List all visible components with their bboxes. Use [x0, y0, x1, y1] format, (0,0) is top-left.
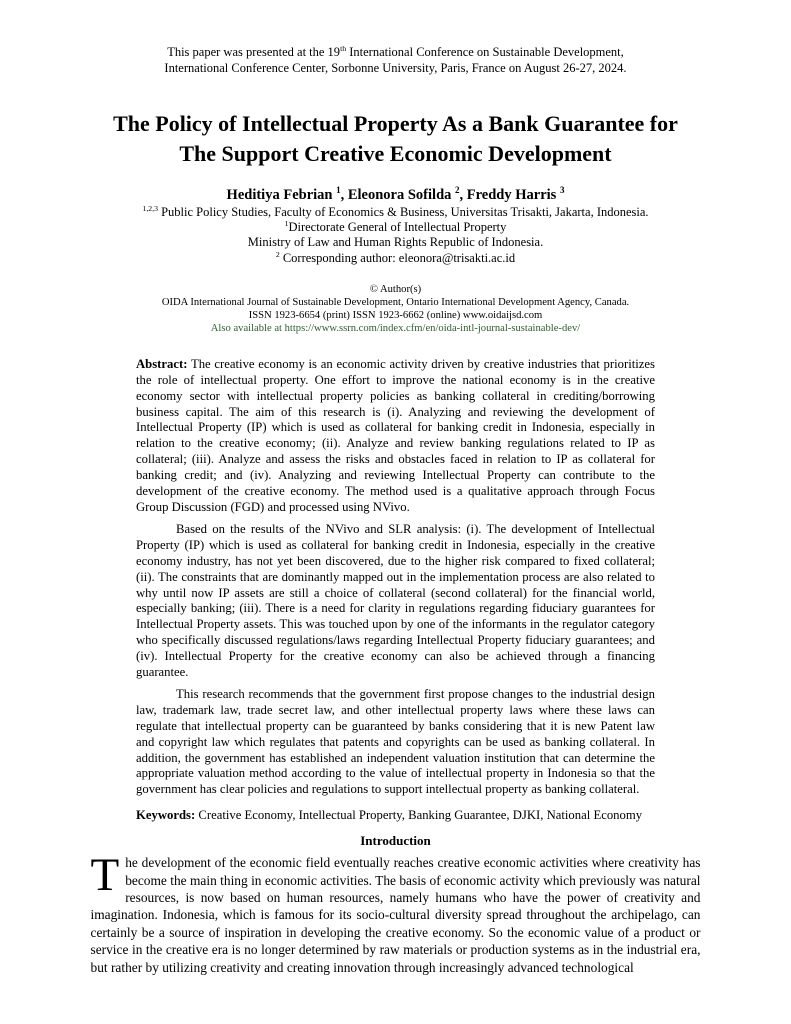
- journal-line: OIDA International Journal of Sustainable Development, Ontario International Development Agency, Canada.: [161, 296, 630, 308]
- keywords-text: Creative Economy, Intellectual Property, Banking Guarantee, DJKI, National Economy: [195, 808, 643, 823]
- keywords-label: Keywords:: [136, 808, 196, 823]
- corresponding-author-text: Corresponding author: eleonora@trisakti.ac.id: [279, 250, 516, 265]
- paper-title: [0, 109, 791, 169]
- introduction-text: he development of the economic field eventually reaches creative economic activities where creativity has become the main thing in economic activities. The basis of economic activity which previously was natural resources, is now based on human resources, namely humans who have the power of creativity and imagination. Indonesia, which is famous for its socio-cultural diversity spread throughout the archipelago, can certainly be a source of inspiration in developing the creative economy. So the economic value of a product or service in the creative era is no longer determined by raw materials or production systems as in the industrial era, but rather by utilizing creativity and creating innovation through increasingly advanced technological: [90, 855, 701, 975]
- affiliation-line: [0, 251, 791, 266]
- affiliation-line: [0, 220, 791, 235]
- conference-note: [0, 44, 791, 76]
- author-affiliation-superscript: 2: [455, 185, 460, 196]
- affiliation-text: Ministry of Law and Human Rights Republic of Indonesia.: [247, 235, 544, 250]
- author-name: , Eleonora Sofilda: [340, 187, 456, 203]
- affiliations-block: [0, 205, 791, 266]
- abstract-paragraph-2: Based on the results of the NVivo and SLR analysis: (i). The development of Intellectual Property (IP) which is used as collateral for banking credit in Indonesia, especially in the creative economy industry, has not yet been discovered, due to the higher risk compared to fixed collateral; (ii). The constraints that are dominantly mapped out in the implementation process are also related to why until now IP assets are still a choice of collateral (second collateral) for the financial world, especially banking; (iii). There is a need for clarity in regulations regarding fiduciary guarantees for Intellectual Property assets. This was touched upon by one of the informants in the regulator category who specifically discussed regulations/laws regarding Intellectual Property fiduciary guarantees; and (iv). Intellectual Property for the creative economy can also be achieved through a financing guarantee.: [136, 521, 655, 680]
- ordinal-superscript: th: [340, 43, 347, 53]
- affiliation-superscript: 1: [284, 219, 289, 229]
- conference-note-line1-suffix: International Conference on Sustainable Development,: [346, 45, 624, 59]
- author-name: Heditiya Febrian: [226, 187, 337, 203]
- abstract-paragraph-1: [136, 357, 655, 516]
- authors-line: [0, 186, 791, 204]
- abstract-section: [136, 357, 655, 824]
- abstract-paragraph-3: This research recommends that the government first propose changes to the industrial design law, trademark law, trade secret law, and other intellectual property laws where these laws can regulate that intellectual property can be guaranteed by banks considering that it is new Patent law and copyright law which regulates that patents and copyrights can be used as banking collateral. In addition, the government has established an independent valuation institution that can determine the appropriate valuation method according to the value of intellectual property in Indonesia so that the government has clear policies and regulations to support intellectual property as banking collateral.: [136, 686, 655, 797]
- copyright-authors-line: © Author(s): [369, 283, 422, 295]
- dropcap-letter: T: [90, 849, 120, 902]
- affiliation-line: [0, 205, 791, 220]
- author-affiliation-superscript: 3: [559, 185, 565, 196]
- affiliation-superscript: 1,2,3: [142, 203, 158, 213]
- abstract-paragraph-1-text: The creative economy is an economic activity driven by creative industries that prioritizes the role of intellectual property. One effort to improve the national economy is in the creative economy sector with intellectual property policies as banking collateral in crediting/borrowing business capital. The aim of this research is (i). Analyzing and reviewing the development of Intellectual Property (IP) which is used as collateral for banking credit in Indonesia, especially in relation to the creative economy; (ii). Analyze and review banking regulations related to IP as collateral; (iii). Analyze and assess the risks and obstacles faced in relation to IP as collateral for banking credit; and (iv). Analyzing and reviewing Intellectual Property can contribute to the development of the creative economy. The method used is a qualitative approach through Focus Group Discussion (FGD) and processed using NVivo.: [136, 356, 655, 514]
- conference-note-line1-prefix: This paper was presented at the 19: [167, 45, 341, 59]
- paper-title-line2: The Support Creative Economic Development: [179, 141, 612, 166]
- affiliation-superscript: 2: [275, 249, 280, 259]
- affiliation-line: [0, 235, 791, 250]
- ssrn-availability-link[interactable]: Also available at https://www.ssrn.com/index.cfm/en/oida-intl-journal-sustainable-dev/: [210, 322, 581, 334]
- author-affiliation-superscript: 1: [336, 185, 341, 196]
- issn-line: ISSN 1923-6654 (print) ISSN 1923-6662 (online) www.oidaijsd.com: [248, 309, 543, 321]
- affiliation-text: Public Policy Studies, Faculty of Economics & Business, Universitas Trisakti, Jakarta, Indonesia.: [157, 205, 649, 219]
- copyright-block: [0, 283, 791, 335]
- keywords-line: [136, 808, 655, 824]
- paper-title-line1: The Policy of Intellectual Property As a Bank Guarantee for: [113, 111, 678, 136]
- author-name: , Freddy Harris: [459, 187, 560, 203]
- introduction-heading: Introduction: [360, 833, 431, 849]
- conference-note-line2: International Conference Center, Sorbonne University, Paris, France on August 26-27, 2024.: [164, 61, 627, 75]
- affiliation-text: Directorate General of Intellectual Property: [288, 220, 507, 235]
- abstract-label: Abstract:: [136, 356, 188, 371]
- introduction-paragraph: [90, 849, 701, 976]
